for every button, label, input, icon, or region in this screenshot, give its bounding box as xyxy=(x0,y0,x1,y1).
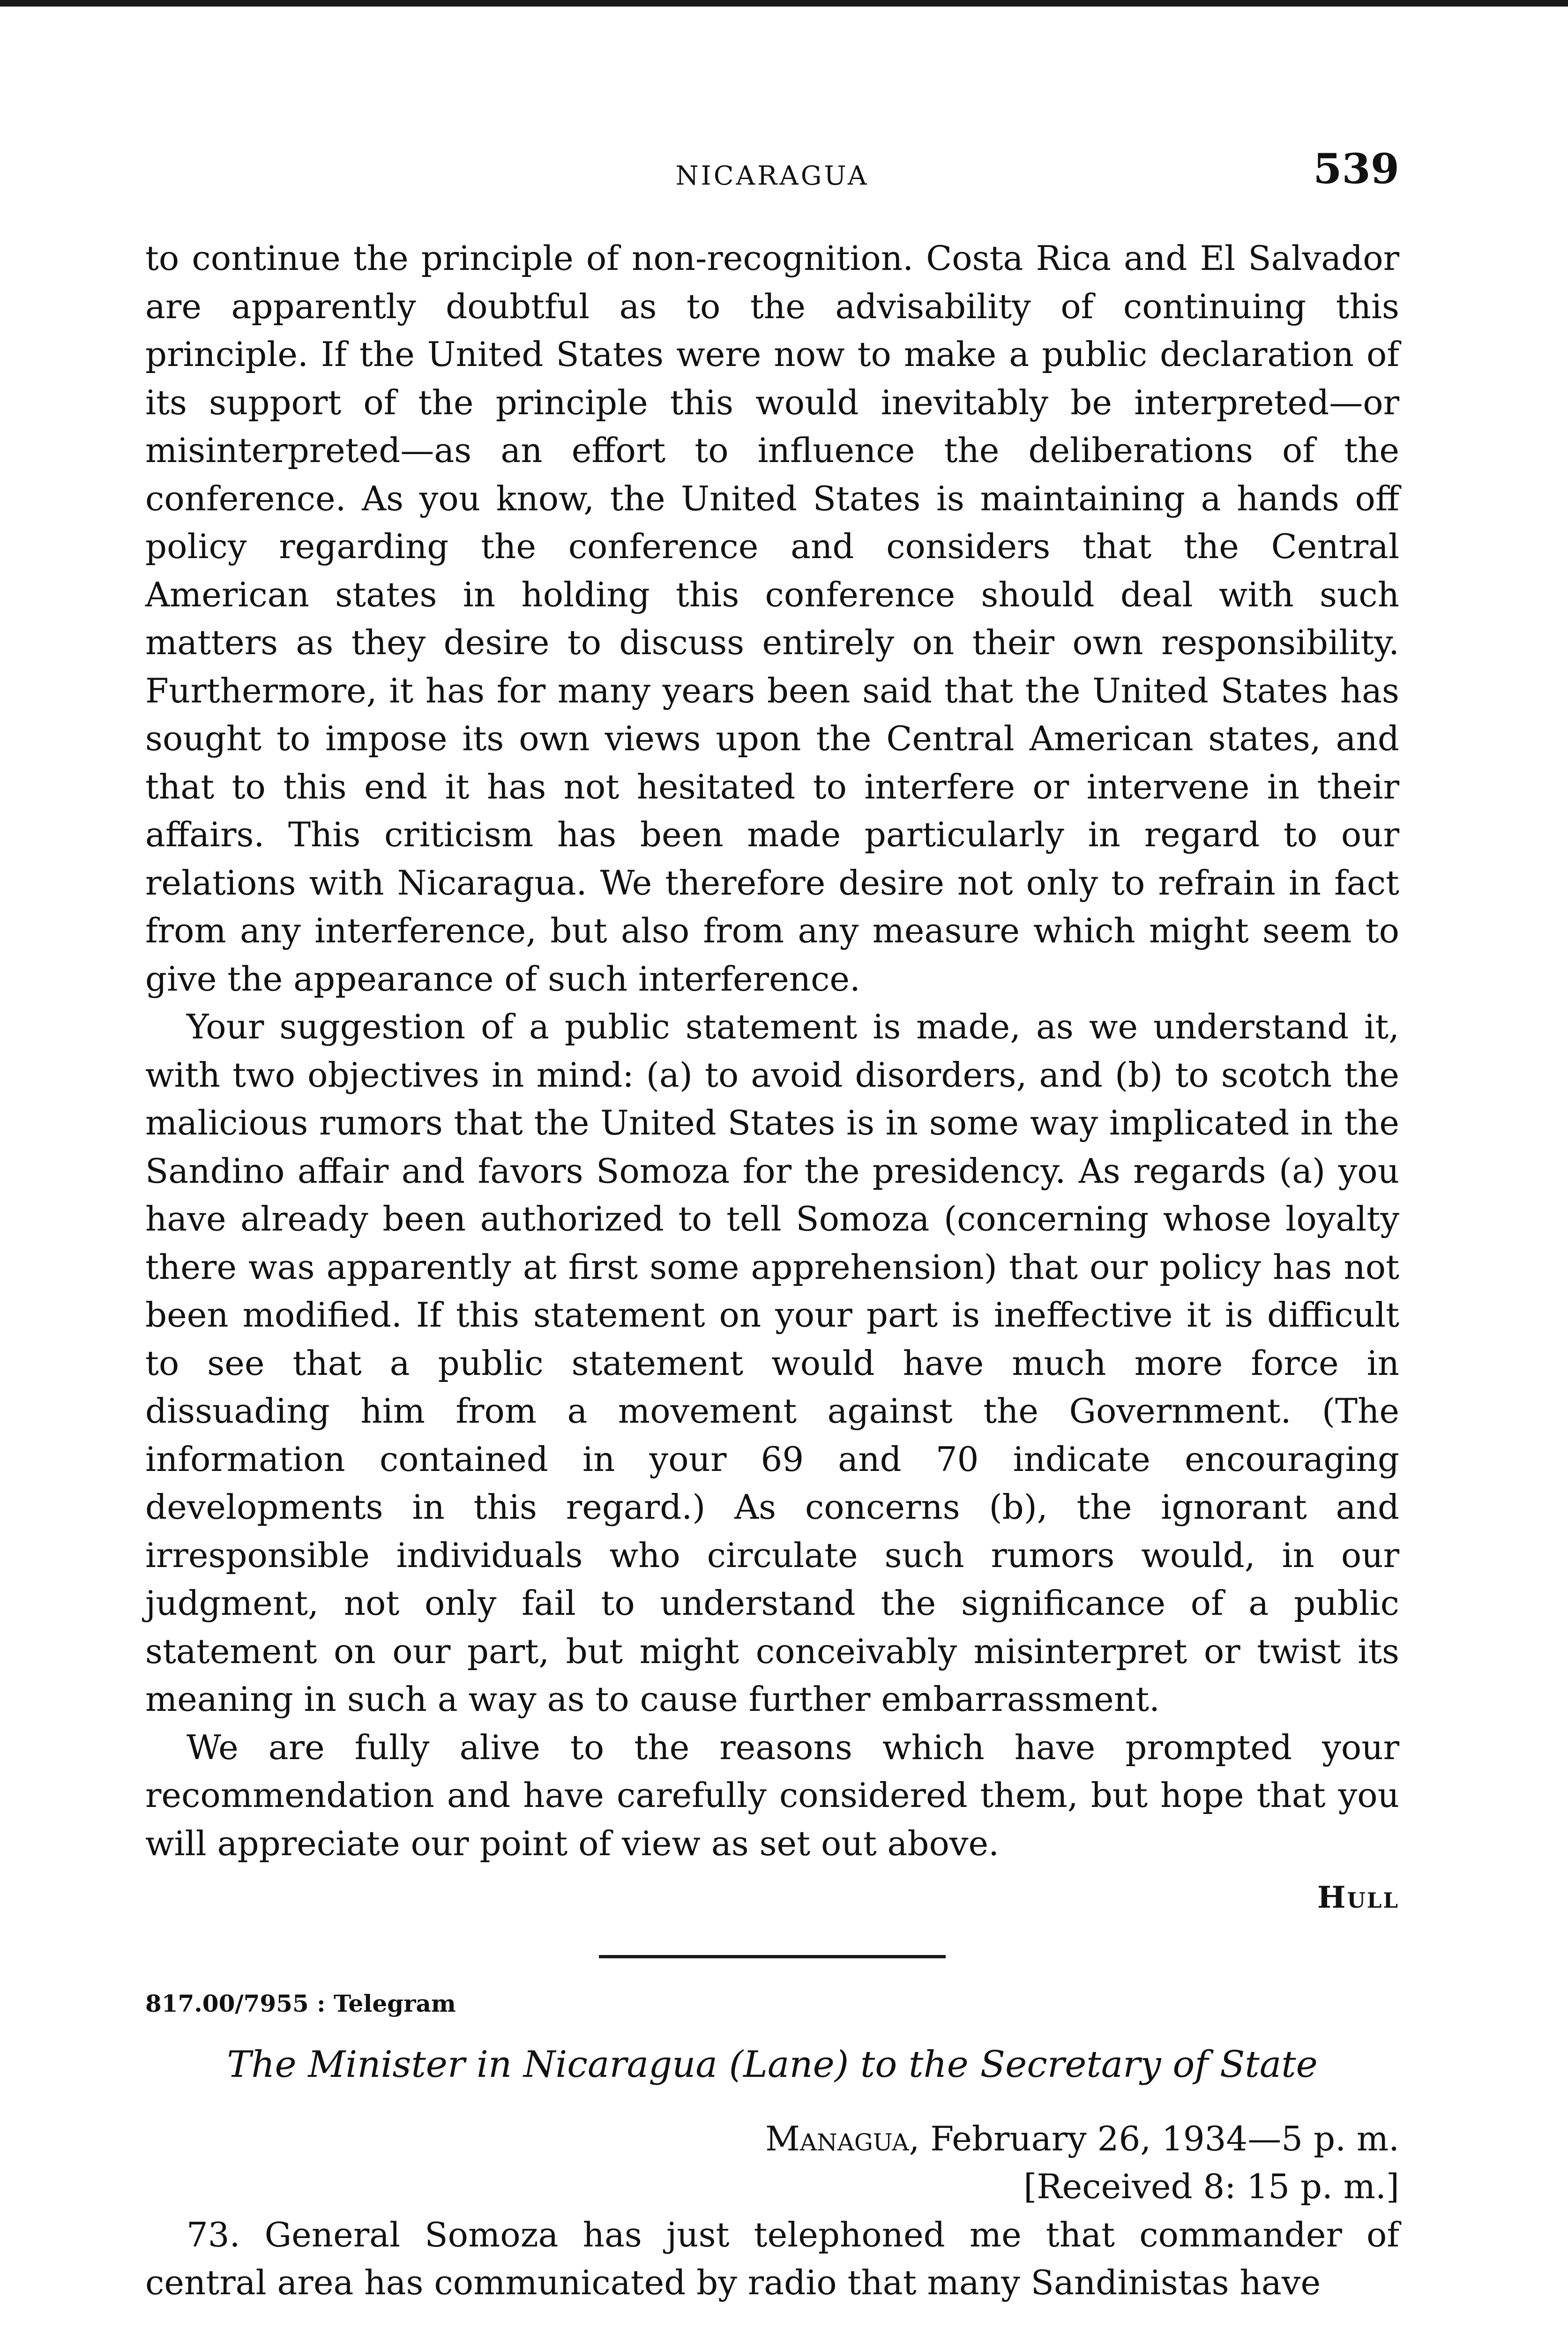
file-reference: 817.00/7955 : Telegram xyxy=(145,1989,456,2017)
page-number: 539 xyxy=(1313,144,1399,193)
dateline-date: , February 26, 1934—5 p. m. xyxy=(909,2119,1399,2158)
telegram-body: 73. General Somoza has just telephoned me that commander of central area has communicated by radio that many Sandinistas have xyxy=(145,2215,1399,2302)
dateline xyxy=(145,2115,1399,2163)
section-separator xyxy=(599,1955,946,1958)
paragraph-continuation: to continue the principle of non-recognition. Costa Rica and El Salvador are apparently doubtful as to the advisability of continuing this principle. If the United States were now to make a public declaration of its support of the principle this would inevitably be interpreted—or misinterpreted—as an effort to influence the deliberations of the conference. As you know, the United States is maintaining a hands off policy regarding the conference and considers that the Central American states in holding this conference should deal with such matters as they desire to discuss entirely on their own responsibility. Furthermore, it has for many years been said that the United States has sought to impose its own views upon the Central American states, and that to this end it has not hesitated to interfere or intervene in their affairs. This criticism has been made particularly in regard to our relations with Nicaragua. We therefore desire not only to refrain in fact from any interference, but also from any measure which might seem to give the appearance of such interference. xyxy=(145,239,1399,999)
received-time: [Received 8: 15 p. m.] xyxy=(1023,2167,1399,2206)
paragraph-public-statement: Your suggestion of a public statement is made, as we understand it, with two objectives in mind: (a) to avoid disorders, and (b) to scotch the malicious rumors that the United States is in some way implicated in the Sandino affair and favors Somoza for the presidency. As regards (a) you have already been authorized to tell Somoza (concerning whose loyalty there was apparently at first some apprehension) that our policy has not been modified. If this statement on your part is ineffective it is difficult to see that a public statement would have much more force in dissuading him from a movement against the Government. (The information contained in your 69 and 70 indicate encouraging developments in this regard.) As concerns (b), the ignorant and irresponsible individuals who circulate such rumors would, in our judgment, not only fail to understand the significance of a public statement on our part, but might conceivably misinterpret or twist its meaning in such a way as to cause further embarrassment. xyxy=(145,1007,1399,1719)
dateline-place: Managua xyxy=(765,2119,909,2158)
document-title: The Minister in Nicaragua (Lane) to the Secretary of State xyxy=(227,2043,1318,2086)
page-header xyxy=(145,141,1399,211)
signature-hull: Hull xyxy=(1317,1880,1399,1915)
top-border-rule xyxy=(0,0,1568,7)
page-body xyxy=(145,234,1399,2307)
running-head: NICARAGUA xyxy=(675,161,869,191)
paragraph-closing: We are fully alive to the reasons which have prompted your recommendation and have carefully considered them, but hope that you will appreciate our point of view as set out above. xyxy=(145,1727,1399,1863)
